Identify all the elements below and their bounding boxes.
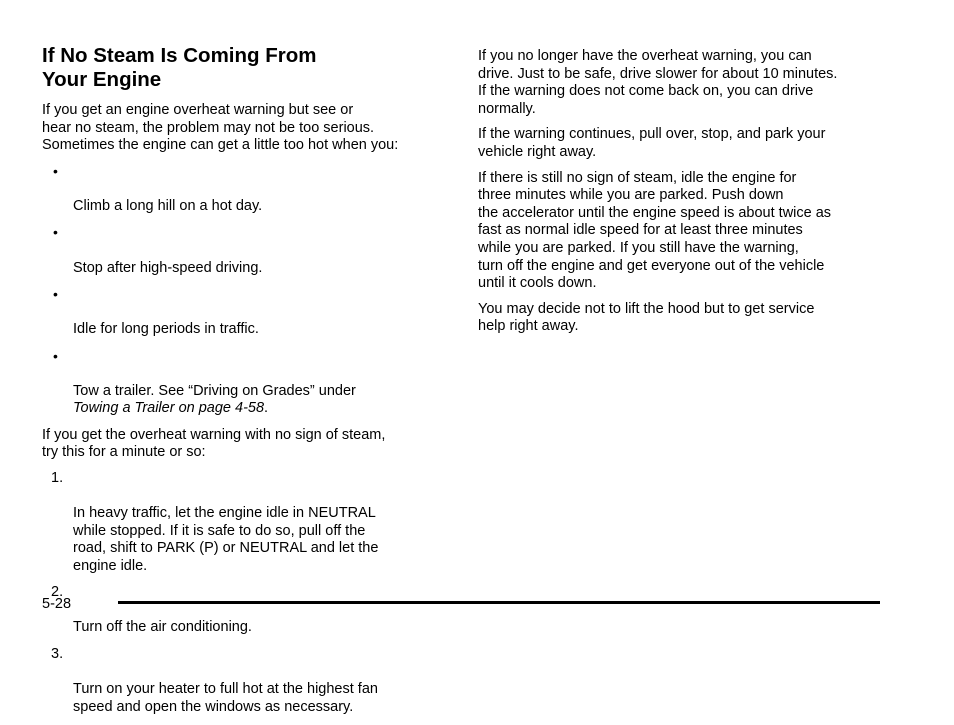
- step-number: 1.: [51, 469, 64, 486]
- paragraph-service-help: You may decide not to lift the hood but to get service help right away.: [478, 300, 815, 335]
- list-item-period: .: [264, 400, 269, 417]
- page-number: 5-28: [42, 596, 72, 612]
- overheat-causes-list: [42, 163, 452, 418]
- list-item-text: Tow a trailer. See “Driving on Grades” under: [73, 382, 356, 399]
- step-number: 2.: [51, 584, 64, 601]
- list-item: [42, 348, 452, 418]
- right-column: [478, 48, 888, 344]
- footer-divider: [118, 601, 880, 604]
- step-item: [42, 470, 452, 576]
- cross-reference-link[interactable]: Towing a Trailer on page 4-58: [73, 400, 265, 417]
- step-number: 3.: [51, 645, 64, 662]
- list-item-text: Stop after high-speed driving.: [73, 259, 263, 276]
- no-steam-paragraph: If you get the overheat warning with no sign of steam, try this for a minute or so:: [42, 426, 386, 461]
- list-item-text: Climb a long hill on a hot day.: [73, 197, 263, 214]
- step-text: Turn on your heater to full hot at the highest fan speed and open the windows as necessary.: [73, 681, 378, 715]
- paragraph-no-warning: If you no longer have the overheat warning, you can drive. Just to be safe, drive slower for about 10 minutes. If the warning does not come back on, you can drive normally.: [478, 48, 838, 117]
- list-item: [42, 286, 452, 339]
- bullet-icon: •: [53, 162, 58, 179]
- steps-list: [42, 470, 452, 716]
- paragraph-warning-continues: If the warning continues, pull over, stop, and park your vehicle right away.: [478, 126, 826, 160]
- bullet-icon: •: [53, 224, 58, 241]
- intro-paragraph: If you get an engine overheat warning but see or hear no steam, the problem may not be too serious. Sometimes the engine can get a little too hot when you:: [42, 102, 399, 154]
- list-item: [42, 163, 452, 216]
- list-item-text: Idle for long periods in traffic.: [73, 321, 259, 338]
- section-heading: If No Steam Is Coming From Your Engine: [42, 44, 317, 91]
- step-text: In heavy traffic, let the engine idle in NEUTRAL while stopped. If it is safe to do so, pull off the road, shift to PARK (P) or NEUTRAL and let the engine idle.: [73, 505, 379, 574]
- step-item: [42, 584, 452, 637]
- bullet-icon: •: [53, 285, 58, 302]
- left-column: [42, 44, 452, 725]
- step-text: Turn off the air conditioning.: [73, 619, 252, 636]
- list-item: [42, 224, 452, 277]
- bullet-icon: •: [53, 347, 58, 364]
- step-item: [42, 646, 452, 716]
- paragraph-idle-engine: If there is still no sign of steam, idle the engine for three minutes while you are parked. Push down the accelerator until the engine speed is about twice as fast as normal idle speed for at least three minutes while you are parked. If you still have the warning, turn off the engine and get everyone out of the vehicle until it cools down.: [478, 169, 832, 292]
